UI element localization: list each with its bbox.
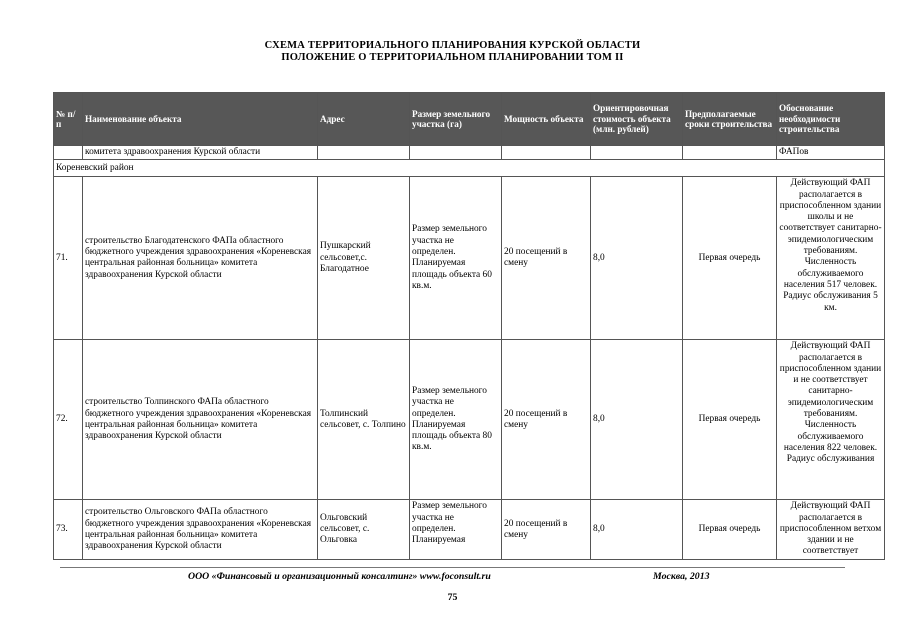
- col-header-cost: Ориентировочная стоимость объекта (млн. рублей): [591, 93, 683, 146]
- cell-num: 73.: [54, 500, 83, 560]
- cell-area: Размер земельного участка не определен. Планируемая площадь объекта 80 кв.м.: [410, 340, 502, 500]
- cell-basis: Действующий ФАП располагается в приспособленном здании и не соответствует санитарно-эпидемиологическим требованиям. Численность обслуживаемого населения 822 человек. Радиус обслуживания: [777, 340, 885, 500]
- cell-name: строительство Благодатенского ФАПа областного бюджетного учреждения здравоохранения «Кореневская центральная районная больница» комитета здравоохранения Курской области: [83, 177, 318, 340]
- footer-city: Москва, 2013: [653, 571, 710, 582]
- page-number: 75: [447, 592, 458, 603]
- cell-capacity: 20 посещений в смену: [502, 500, 591, 560]
- table-row: [54, 177, 885, 340]
- cell-capacity: 20 посещений в смену: [502, 340, 591, 500]
- footer-divider: [60, 567, 845, 568]
- cell-cost: 8,0: [591, 340, 683, 500]
- col-header-term: Предполагаемые сроки строительства: [683, 93, 777, 146]
- objects-table: [53, 92, 885, 560]
- cell-basis: ФАПов: [777, 146, 885, 160]
- col-header-area: Размер земельного участка (га): [410, 93, 502, 146]
- cell-num: 71.: [54, 177, 83, 340]
- cell-term: Первая очередь: [683, 340, 777, 500]
- cell-address: Пушкарский сельсовет,с. Благодатное: [318, 177, 410, 340]
- cell-area: Размер земельного участка не определен. Планируемая: [410, 500, 502, 560]
- table-row-continuation: [54, 146, 885, 160]
- cell-term: Первая очередь: [683, 500, 777, 560]
- col-header-name: Наименование объекта: [83, 93, 318, 146]
- cell-area: Размер земельного участка не определен. Планируемая площадь объекта 60 кв.м.: [410, 177, 502, 340]
- district-row: [54, 160, 885, 177]
- cell-basis: Действующий ФАП располагается в приспособленном ветхом здании и не соответствует: [777, 500, 885, 560]
- col-header-address: Адрес: [318, 93, 410, 146]
- cell-name: строительство Ольговского ФАПа областного бюджетного учреждения здравоохранения «Кореневская центральная районная больница» комитета здравоохранения Курской области: [83, 500, 318, 560]
- district-name: Кореневский район: [54, 160, 885, 177]
- col-header-num: № п/п: [54, 93, 83, 146]
- cell-capacity: 20 посещений в смену: [502, 177, 591, 340]
- cell-cost: 8,0: [591, 177, 683, 340]
- cell-num: 72.: [54, 340, 83, 500]
- table-header-row: [54, 93, 885, 146]
- col-header-capacity: Мощность объекта: [502, 93, 591, 146]
- cell-term: Первая очередь: [683, 177, 777, 340]
- cell-basis: Действующий ФАП располагается в приспособленном здании школы и не соответствует санитарно-эпидемиологическим требованиям. Численность обслуживаемого населения 517 человек. Радиус обслуживания 5 км.: [777, 177, 885, 340]
- table-row: [54, 340, 885, 500]
- document-subtitle: ПОЛОЖЕНИЕ О ТЕРРИТОРИАЛЬНОМ ПЛАНИРОВАНИИ ТОМ II: [281, 52, 624, 63]
- cell-name: строительство Толпинского ФАПа областного бюджетного учреждения здравоохранения «Кореневская центральная районная больница» комитета здравоохранения Курской области: [83, 340, 318, 500]
- cell-cost: 8,0: [591, 500, 683, 560]
- table-row: [54, 500, 885, 560]
- cell-address: Ольговский сельсовет, с. Ольговка: [318, 500, 410, 560]
- document-title: СХЕМА ТЕРРИТОРИАЛЬНОГО ПЛАНИРОВАНИЯ КУРСКОЙ ОБЛАСТИ: [264, 40, 641, 51]
- footer-company: ООО «Финансовый и организационный консалтинг» www.foconsult.ru: [188, 571, 491, 582]
- col-header-basis: Обоснование необходимости строительства: [777, 93, 885, 146]
- cell-name: комитета здравоохранения Курской области: [83, 146, 318, 160]
- cell-address: Толпинский сельсовет, с. Толпино: [318, 340, 410, 500]
